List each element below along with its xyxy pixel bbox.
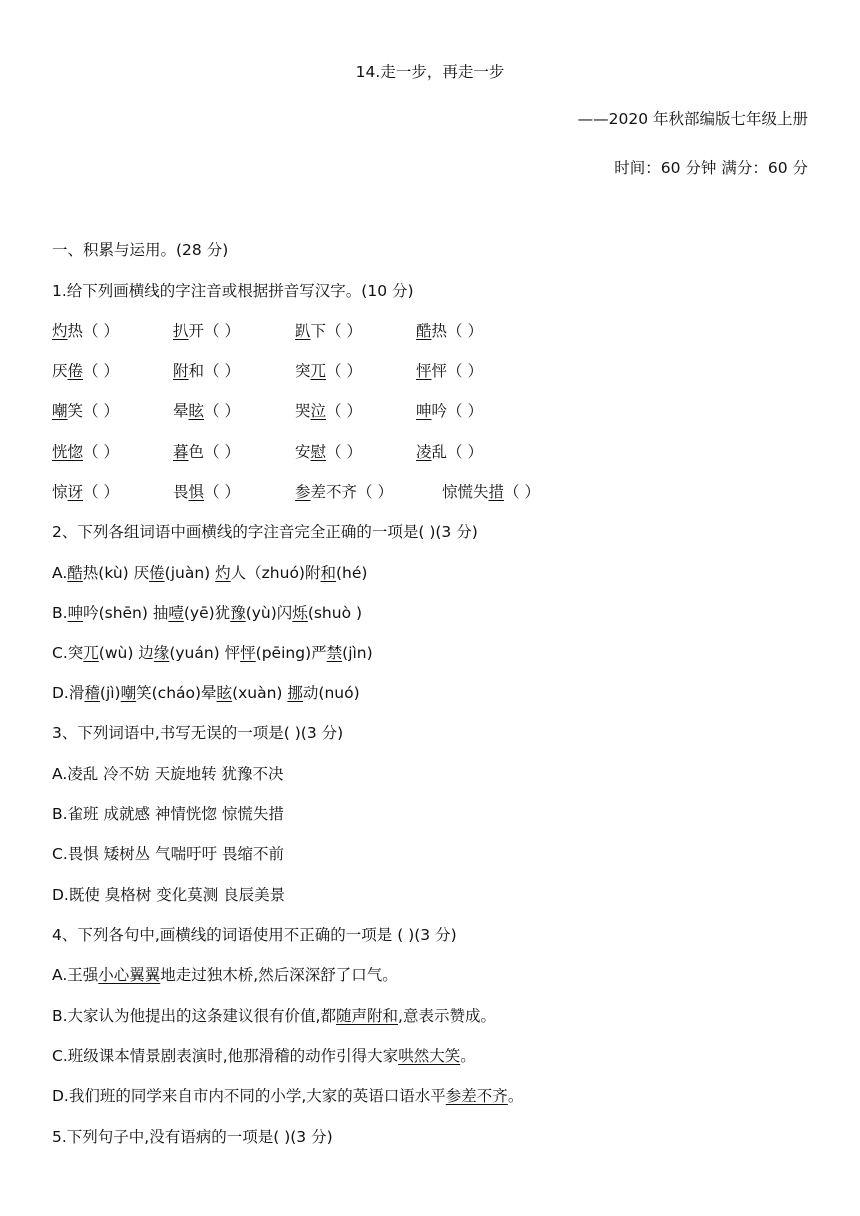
question-4-option-d: D.我们班的同学来自市内不同的小学,大家的英语口语水平参差不齐。	[52, 1087, 524, 1105]
pinyin-item: 扒开（ ）	[173, 322, 240, 340]
pinyin-item: 灼热（ ）	[52, 322, 119, 340]
pinyin-item: 惊讶（ ）	[52, 483, 119, 501]
pinyin-item: 暮色（ ）	[173, 443, 240, 461]
question-3-option-c: C.畏惧 矮树丛 气喘吁吁 畏缩不前	[52, 845, 285, 863]
question-4-prompt: 4、下列各句中,画横线的词语使用不正确的一项是 ( )(3 分)	[52, 926, 457, 944]
question-4-option-a: A.王强小心翼翼地走过独木桥,然后深深舒了口气。	[52, 966, 398, 984]
pinyin-item: 恍惚（ ）	[52, 443, 119, 461]
question-3-prompt: 3、下列词语中,书写无误的一项是( )(3 分)	[52, 724, 344, 742]
pinyin-item: 突兀（ ）	[295, 362, 362, 380]
pinyin-item: 趴下（ ）	[295, 322, 362, 340]
question-2-prompt: 2、下列各组词语中画横线的字注音完全正确的一项是( )(3 分)	[52, 523, 478, 541]
question-5-prompt: 5.下列句子中,没有语病的一项是( )(3 分)	[52, 1128, 333, 1146]
pinyin-item: 安慰（ ）	[295, 443, 362, 461]
pinyin-item: 厌倦（ ）	[52, 362, 119, 380]
pinyin-item: 凌乱（ ）	[416, 443, 483, 461]
pinyin-item: 参差不齐（ ）	[295, 483, 393, 501]
question-3-option-a: A.凌乱 冷不妨 天旋地转 犹豫不决	[52, 765, 284, 783]
question-2-option-c: C.突兀(wù) 边缘(yuán) 怦怦(pēing)严禁(jìn)	[52, 644, 373, 662]
pinyin-item: 怦怦（ ）	[416, 362, 483, 380]
page-subtitle: ——2020 年秋部编版七年级上册	[577, 110, 808, 128]
pinyin-item: 呻吟（ ）	[416, 402, 483, 420]
question-2-option-a: A.酷热(kù) 厌倦(juàn) 灼人（zhuó)附和(hé)	[52, 564, 368, 582]
question-1-prompt: 1.给下列画横线的字注音或根据拼音写汉字。(10 分)	[52, 282, 414, 300]
pinyin-item: 哭泣（ ）	[295, 402, 362, 420]
question-4-option-b: B.大家认为他提出的这条建议很有价值,都随声附和,意表示赞成。	[52, 1007, 496, 1025]
pinyin-item: 晕眩（ ）	[173, 402, 240, 420]
pinyin-item: 惊慌失措（ ）	[442, 483, 540, 501]
pinyin-item: 嘲笑（ ）	[52, 402, 119, 420]
question-3-option-d: D.既使 臭格树 变化莫测 良辰美景	[52, 886, 286, 904]
section-heading: 一、积累与运用。(28 分)	[52, 241, 229, 259]
time-score-info: 时间：60 分钟 满分：60 分	[614, 159, 808, 177]
question-2-option-d: D.滑稽(jì)嘲笑(cháo)晕眩(xuàn) 挪动(nuó)	[52, 684, 360, 702]
question-4-option-c: C.班级课本情景剧表演时,他那滑稽的动作引得大家哄然大笑。	[52, 1047, 476, 1065]
pinyin-item: 附和（ ）	[173, 362, 240, 380]
question-2-option-b: B.呻吟(shēn) 抽噎(yē)犹豫(yù)闪烁(shuò )	[52, 604, 363, 622]
page-title: 14.走一步，再走一步	[355, 63, 505, 81]
pinyin-item: 酷热（ ）	[416, 322, 483, 340]
pinyin-item: 畏惧（ ）	[173, 483, 240, 501]
question-3-option-b: B.雀班 成就感 神情恍惚 惊慌失措	[52, 805, 284, 823]
